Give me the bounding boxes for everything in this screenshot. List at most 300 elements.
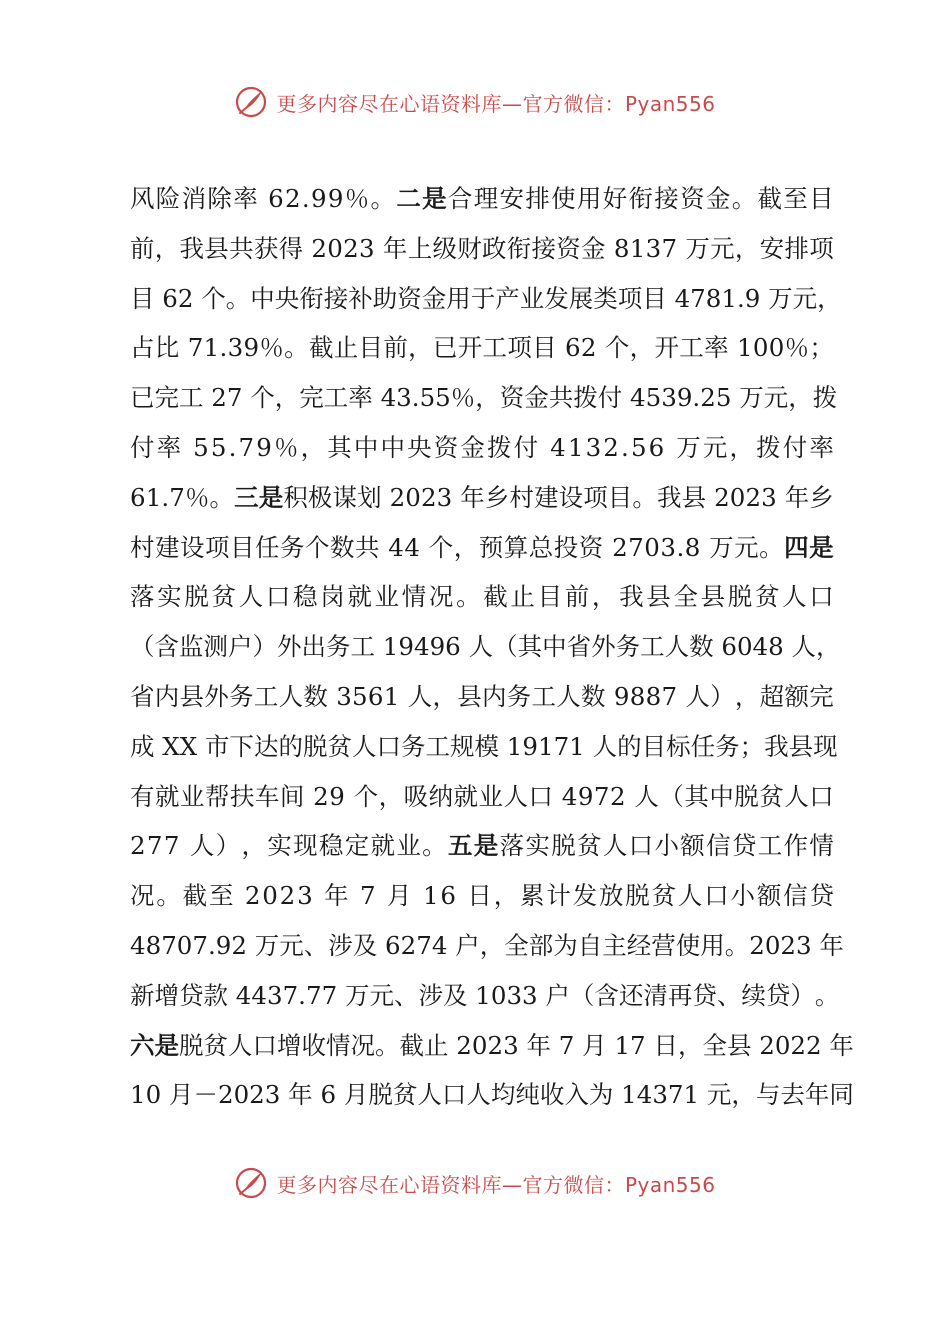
text-char: 人 (556, 681, 581, 711)
text-char: （ (130, 632, 155, 662)
text-char: 脱 (184, 582, 209, 612)
text-char: 收 (539, 1080, 565, 1110)
text-char: 。 (375, 1030, 400, 1060)
text-char: 项 (617, 283, 643, 313)
text-char: 7 (321, 980, 338, 1010)
text-char: 资 (578, 532, 604, 562)
text-char: 3 (503, 1030, 519, 1060)
text-char: 县 (681, 482, 707, 512)
bold-char: 是 (473, 831, 499, 861)
text-char: 。 (759, 532, 784, 562)
text-char (538, 971, 546, 1021)
text-char: 9 (744, 283, 761, 313)
bold-char: 是 (154, 1030, 179, 1060)
text-char: 其 (327, 432, 352, 462)
text-char: ， (731, 1080, 756, 1110)
text-char (328, 672, 336, 722)
text-char: 6 (268, 184, 284, 213)
text-char (449, 1021, 457, 1071)
text-char: 贫 (577, 831, 602, 861)
text-char: 况 (428, 582, 454, 612)
text-char (314, 871, 322, 921)
text-char: 6 (320, 1080, 337, 1110)
text-char: 工 (640, 632, 665, 662)
text-char: 纯 (515, 1080, 540, 1110)
text-char: 7 (628, 532, 644, 562)
text-char: 人 (685, 681, 710, 711)
text-char: 设 (180, 532, 205, 562)
text-char: 6 (445, 632, 461, 662)
text-char: 完 (299, 383, 324, 413)
text-char: 7 (553, 731, 570, 761)
text-char: 资 (556, 233, 581, 263)
text-char: ％ (344, 184, 370, 213)
text-line (130, 174, 834, 224)
text-char: 人 (189, 831, 215, 861)
text-char: 个 (604, 333, 630, 363)
text-char: 7 (661, 233, 678, 263)
text-char: 贷 (765, 980, 791, 1010)
text-char: 5 (210, 432, 227, 462)
text-char: 元 (279, 930, 304, 960)
text-char: 4 (431, 930, 448, 960)
text-char: . (228, 432, 237, 462)
text-char: 3 (761, 482, 777, 512)
text-char: 其 (684, 781, 709, 811)
text-char: ） (790, 980, 815, 1010)
text-char: 9 (256, 432, 272, 462)
text-char: 率 (704, 333, 729, 363)
text-char: 清 (643, 980, 668, 1010)
text-char: 完 (809, 681, 834, 711)
text-char: 率 (809, 432, 834, 462)
text-char: 3 (660, 532, 676, 562)
text-char: 3 (264, 1080, 281, 1110)
text-char: 好 (602, 184, 628, 213)
text-char: 9 (429, 632, 446, 662)
text-char (699, 1070, 707, 1120)
text-char (382, 473, 390, 523)
text-char: 户 (545, 980, 570, 1010)
text-char: 1 (736, 333, 753, 363)
text-char: . (298, 980, 306, 1010)
text-char (377, 871, 385, 921)
text-char: 内 (154, 681, 180, 711)
bold-char: 五 (447, 831, 473, 861)
text-char: 务 (715, 731, 740, 761)
text-char: 务 (280, 532, 305, 562)
text-char: 县 (726, 1030, 752, 1060)
text-char: 算 (503, 532, 529, 562)
text-char: 0 (471, 1030, 488, 1060)
text-char (313, 1070, 321, 1120)
text-char: 去 (780, 1080, 805, 1110)
text-char (604, 523, 612, 573)
text-char (760, 274, 768, 324)
text-char: 年 (382, 233, 408, 263)
text-char: 额 (756, 881, 782, 911)
text-char: 就 (347, 582, 372, 612)
text-char: 项 (583, 482, 608, 512)
text-char: 积 (283, 482, 308, 512)
text-char: 的 (617, 731, 642, 761)
text-char: 续 (741, 980, 766, 1010)
text-char: 人 (503, 781, 529, 811)
text-char: 目 (230, 532, 255, 562)
text-char: 含 (594, 980, 619, 1010)
text-char: 外 (591, 632, 616, 662)
text-char: 含 (154, 632, 179, 662)
text-char: 款 (203, 980, 228, 1010)
text-char: 共 (355, 532, 380, 562)
text-char (812, 921, 820, 971)
text-char: 业 (396, 831, 421, 861)
text-char: 1 (203, 333, 220, 363)
text-char (228, 971, 236, 1021)
text-char (377, 921, 385, 971)
text-char: 开 (654, 333, 679, 363)
text-char: 县 (204, 233, 229, 263)
text-char: 1 (422, 881, 439, 911)
text-char: 谋 (332, 482, 358, 512)
text-char (380, 523, 388, 573)
text-char: 个 (305, 532, 330, 562)
text-char: 营 (651, 930, 676, 960)
text-char (607, 1021, 615, 1071)
text-char: 获 (253, 233, 279, 263)
text-char: 产 (495, 283, 520, 313)
text-char: 截 (182, 881, 208, 911)
text-char: 7 (146, 831, 163, 861)
text-char: 工 (679, 333, 704, 363)
text-char: 安 (759, 233, 785, 263)
text-char: 金 (460, 432, 485, 462)
bold-char: 六 (130, 1030, 155, 1060)
text-char (597, 323, 605, 373)
text-char: 2 (279, 881, 296, 911)
text-char: 人 (466, 1080, 491, 1110)
text-char: 4 (636, 1080, 653, 1110)
text-char: 4 (413, 632, 430, 662)
text-char: 1 (569, 731, 585, 761)
text-char: 外 (204, 681, 229, 711)
text-char: 资 (397, 283, 422, 313)
text-char: 2 (456, 1030, 472, 1060)
text-char: 实 (267, 831, 292, 861)
document-body (130, 174, 854, 1124)
text-line (130, 672, 834, 722)
text-char: ， (734, 681, 760, 711)
text-char: 4 (380, 383, 397, 413)
text-char: 内 (481, 681, 507, 711)
text-char: － (193, 1080, 218, 1110)
text-char (345, 772, 353, 822)
text-char: 人 (238, 582, 264, 612)
text-char (714, 622, 722, 672)
text-char: 小 (730, 881, 755, 911)
text-char: 就 (370, 831, 396, 861)
text-char: 脱 (734, 781, 759, 811)
text-char: 7 (161, 930, 177, 960)
text-char: 元 (706, 1080, 732, 1110)
text-char: 衔 (506, 233, 532, 263)
text-char (280, 1070, 288, 1120)
text-char: 金 (705, 184, 731, 213)
text-char: 。 (225, 283, 251, 313)
text-char: 3 (652, 1080, 668, 1110)
text-char: 口 (809, 582, 834, 612)
text-char (606, 224, 614, 274)
text-char (701, 523, 709, 573)
text-char (155, 722, 163, 772)
text-char: 年 (324, 881, 349, 911)
text-char: 贷 (692, 980, 717, 1010)
text-char: 前 (383, 333, 408, 363)
text-char: 6 (565, 333, 581, 363)
text-char: 合 (447, 184, 473, 213)
text-char: 2 (211, 383, 227, 413)
text-char (613, 1070, 621, 1120)
text-char (677, 672, 685, 722)
text-char: 省 (566, 632, 592, 662)
text-char: 截 (483, 582, 508, 612)
text-char: 脱 (368, 1080, 393, 1110)
text-char (666, 423, 674, 473)
text-char: 额 (784, 681, 809, 711)
text-char: 助 (372, 283, 398, 313)
text-char: 1 (145, 482, 162, 512)
text-char: 贫 (203, 1030, 228, 1060)
text-char: 元 (369, 980, 394, 1010)
text-char: 金 (524, 383, 549, 413)
text-char: 纳 (428, 781, 454, 811)
text-char: 截 (757, 184, 782, 213)
text-char: 2 (790, 1030, 807, 1060)
text-char: 。 (284, 333, 309, 363)
text-char: 2 (806, 1030, 822, 1060)
text-char: 率 (348, 383, 373, 413)
text-char: 全 (702, 1030, 727, 1060)
text-char: 信 (706, 831, 731, 861)
text-char (606, 672, 614, 722)
text-char: X (162, 731, 180, 761)
text-char: 2 (700, 383, 716, 413)
text-char: 9 (522, 731, 538, 761)
text-char: 。 (370, 184, 396, 213)
text-char: 。 (422, 831, 447, 861)
text-char: 项 (507, 333, 532, 363)
text-char: 资 (433, 432, 459, 462)
text-char: 用 (700, 930, 725, 960)
text-char: 作 (783, 831, 809, 861)
text-char: 4 (404, 532, 420, 562)
text-char: 目 (607, 482, 633, 512)
text-char: 5 (645, 383, 662, 413)
text-char: 风 (130, 184, 155, 213)
text-char (259, 174, 267, 224)
text-char: 人 (352, 731, 377, 761)
text-char: 万 (254, 930, 280, 960)
text-char: 村 (509, 482, 534, 512)
text-char: 、 (303, 930, 329, 960)
text-char: 付 (130, 432, 155, 462)
text-char: 4 (550, 432, 566, 462)
text-char: 安 (499, 184, 525, 213)
text-char: 4 (388, 532, 404, 562)
bold-char: 是 (809, 532, 834, 562)
text-char: 目 (532, 333, 557, 363)
text-char: 2 (610, 781, 626, 811)
text-char: 放 (598, 881, 624, 911)
text-char: 5 (435, 383, 451, 413)
text-char: 规 (450, 731, 475, 761)
text-char: 务 (229, 681, 254, 711)
text-char: 7 (282, 980, 299, 1010)
text-char: 2 (231, 930, 247, 960)
text-char: 2 (177, 283, 194, 313)
text-char (585, 722, 593, 772)
text-char: . (692, 383, 701, 413)
text-char: 车 (254, 781, 280, 811)
text-char: 共 (548, 383, 574, 413)
text-char (350, 871, 358, 921)
text-char (336, 1070, 344, 1120)
text-char: 达 (254, 731, 279, 761)
text-char: ， (734, 233, 760, 263)
text-char: 还 (618, 980, 644, 1010)
text-char: ％ (273, 432, 299, 462)
text-char: 人 (468, 632, 494, 662)
text-char: 总 (528, 532, 554, 562)
text-char: 接 (654, 184, 679, 213)
text-char: 收 (301, 1030, 326, 1060)
text-char: 已 (130, 383, 155, 413)
text-char (467, 971, 475, 1021)
text-char: . (301, 184, 310, 213)
text-char (375, 224, 383, 274)
text-char: 消 (181, 184, 207, 213)
text-char: 口 (252, 1030, 277, 1060)
text-char: 贫 (327, 731, 352, 761)
text-char: 中 (542, 632, 567, 662)
text-char: 6 (648, 432, 665, 462)
text-char: 率 (233, 184, 258, 213)
text-char: 年 (288, 1080, 313, 1110)
text-char: 0 (233, 1080, 250, 1110)
text-char (553, 772, 561, 822)
text-line (130, 722, 838, 772)
text-char: 贷 (809, 881, 834, 911)
header-banner-text: 更多内容尽在心语资料库—官方微信：Pyan556 (276, 91, 716, 116)
text-char: 7 (630, 1030, 646, 1060)
text-char: 元 (702, 432, 728, 462)
text-char (458, 871, 466, 921)
text-char: 6 (385, 930, 401, 960)
text-char: 7 (226, 383, 243, 413)
text-char: 涉 (328, 930, 353, 960)
text-char: 5 (352, 681, 368, 711)
text-char: ； (809, 333, 834, 363)
text-char: 县 (788, 731, 814, 761)
text-char: 划 (357, 482, 382, 512)
text-char: 9 (243, 333, 260, 363)
text-char: 年 (460, 482, 485, 512)
text-char: 共 (229, 233, 254, 263)
text-char: 务 (506, 681, 532, 711)
text-char: 省 (130, 681, 155, 711)
text-char: 3 (297, 881, 313, 911)
text-char: 况 (130, 881, 155, 911)
text-char: 险 (155, 184, 181, 213)
text-char: 人 (228, 1030, 253, 1060)
text-char: 0 (176, 930, 193, 960)
text-char: 人 (407, 681, 433, 711)
text-char: 1 (475, 980, 491, 1010)
text-char: 占 (130, 333, 155, 363)
text-char: ％ (450, 383, 476, 413)
text-char: 为 (553, 930, 578, 960)
text-char: 2 (603, 432, 619, 462)
text-char (540, 423, 548, 473)
text-char: 贷 (179, 980, 204, 1010)
text-char: 拨 (756, 432, 781, 462)
text-char: 7 (360, 881, 376, 911)
text-char: 开 (457, 333, 483, 363)
text-char: 目 (537, 582, 563, 612)
text-char: 人 (592, 731, 618, 761)
text-line (130, 523, 834, 573)
text-char: 7 (305, 980, 322, 1010)
text-char: X (179, 731, 198, 761)
text-char: 央 (274, 283, 300, 313)
text-char: ， (591, 582, 617, 612)
text-char: 5 (630, 432, 647, 462)
text-char: 0 (490, 980, 507, 1010)
text-char: 万 (676, 432, 701, 462)
text-char: 目 (641, 731, 667, 761)
text-char: 1 (506, 731, 523, 761)
text-char: 工 (179, 383, 204, 413)
text-char: 人 (784, 781, 809, 811)
text-char: 实 (525, 831, 550, 861)
text-char: 年 (804, 1080, 830, 1110)
text-char: 4 (251, 980, 267, 1010)
text-char: 6 (440, 881, 456, 911)
text-char (519, 1021, 527, 1071)
text-char: 发 (544, 283, 569, 313)
text-char: 业 (478, 781, 504, 811)
text-char: 增 (277, 1030, 302, 1060)
text-char: 央 (407, 432, 432, 462)
text-char: 。 (209, 482, 235, 512)
text-char: 上 (407, 233, 433, 263)
text-char (161, 1070, 169, 1120)
text-char: 工 (482, 333, 508, 363)
text-char: 县 (457, 681, 482, 711)
text-line (130, 274, 842, 324)
text-char: 类 (593, 283, 618, 313)
text-char: 6 (130, 482, 146, 512)
text-char (235, 871, 243, 921)
text-char: 展 (568, 283, 594, 313)
text-char (731, 373, 739, 423)
text-char: . (207, 930, 216, 960)
text-char: 元 (763, 383, 789, 413)
text-char: 乡 (484, 482, 510, 512)
text-line (130, 323, 834, 373)
text-char (305, 772, 313, 822)
text-char: . (411, 383, 420, 413)
